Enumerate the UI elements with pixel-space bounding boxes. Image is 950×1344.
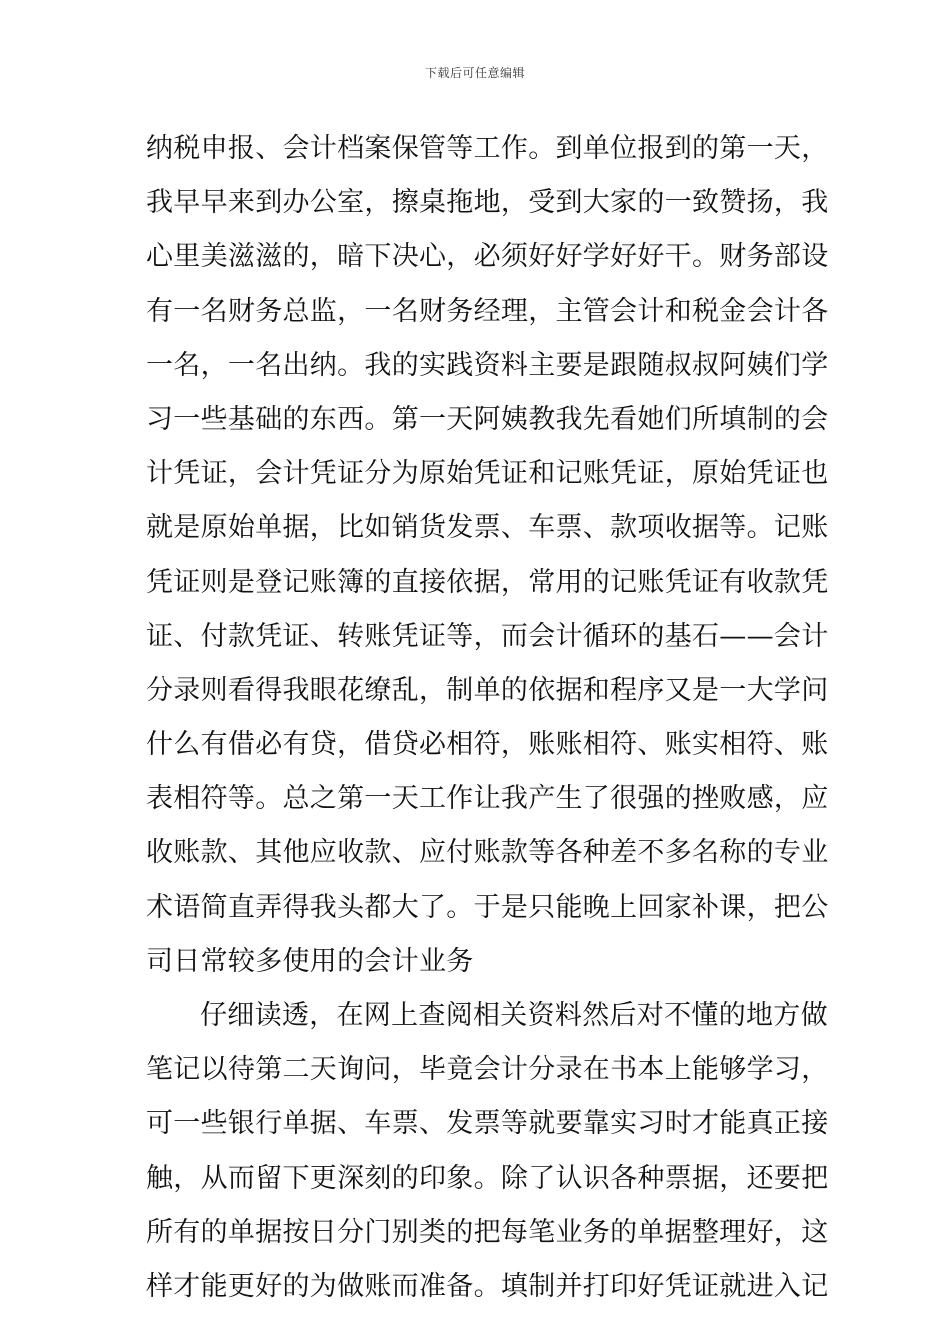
- text-line: 就是原始单据，比如销货发票、车票、款项收据等。记账: [146, 512, 829, 544]
- text-line: 笔记以待第二天询问，毕竟会计分录在书本上能够学习，: [146, 1054, 829, 1086]
- text-line: 心里美滋滋的，暗下决心，必须好好学好好干。财务部设: [146, 241, 829, 273]
- text-line: 司日常较多使用的会计业务: [146, 945, 474, 977]
- paragraph: [146, 122, 829, 989]
- paragraph: [146, 989, 829, 1314]
- text-line: 样才能更好的为做账而准备。填制并打印好凭证就进入记: [146, 1270, 829, 1302]
- text-line: 计凭证，会计凭证分为原始凭证和记账凭证，原始凭证也: [146, 458, 829, 490]
- header-note: 下载后可任意编辑: [424, 66, 525, 80]
- text-line: 表相符等。总之第一天工作让我产生了很强的挫败感，应: [146, 783, 829, 815]
- text-line: 所有的单据按日分门别类的把每笔业务的单据整理好，这: [146, 1216, 829, 1248]
- text-line: 我早早来到办公室，擦桌拖地，受到大家的一致赞扬，我: [146, 187, 829, 219]
- text-line: 凭证则是登记账簿的直接依据，常用的记账凭证有收款凭: [146, 566, 829, 598]
- body-text: [146, 122, 829, 1314]
- text-line: 分录则看得我眼花缭乱，制单的依据和程序又是一大学问: [146, 674, 829, 706]
- text-line: 收账款、其他应收款、应付账款等各种差不多名称的专业: [146, 837, 829, 869]
- text-line: 有一名财务总监，一名财务经理，主管会计和税金会计各: [146, 295, 829, 327]
- text-line: 仔细读透，在网上查阅相关资料然后对不懂的地方做: [200, 1000, 828, 1031]
- text-line: 术语简直弄得我头都大了。于是只能晚上回家补课，把公: [146, 891, 829, 923]
- text-line: 一名，一名出纳。我的实践资料主要是跟随叔叔阿姨们学: [146, 349, 829, 381]
- text-line: 什么有借必有贷，借贷必相符，账账相符、账实相符、账: [146, 729, 829, 761]
- text-line: 可一些银行单据、车票、发票等就要靠实习时才能真正接: [146, 1108, 829, 1140]
- text-line: 纳税申报、会计档案保管等工作。到单位报到的第一天，: [146, 133, 829, 164]
- text-line: 证、付款凭证、转账凭证等，而会计循环的基石——会计: [146, 620, 829, 652]
- text-line: 习一些基础的东西。第一天阿姨教我先看她们所填制的会: [146, 403, 829, 435]
- text-line: 触，从而留下更深刻的印象。除了认识各种票据，还要把: [146, 1162, 829, 1194]
